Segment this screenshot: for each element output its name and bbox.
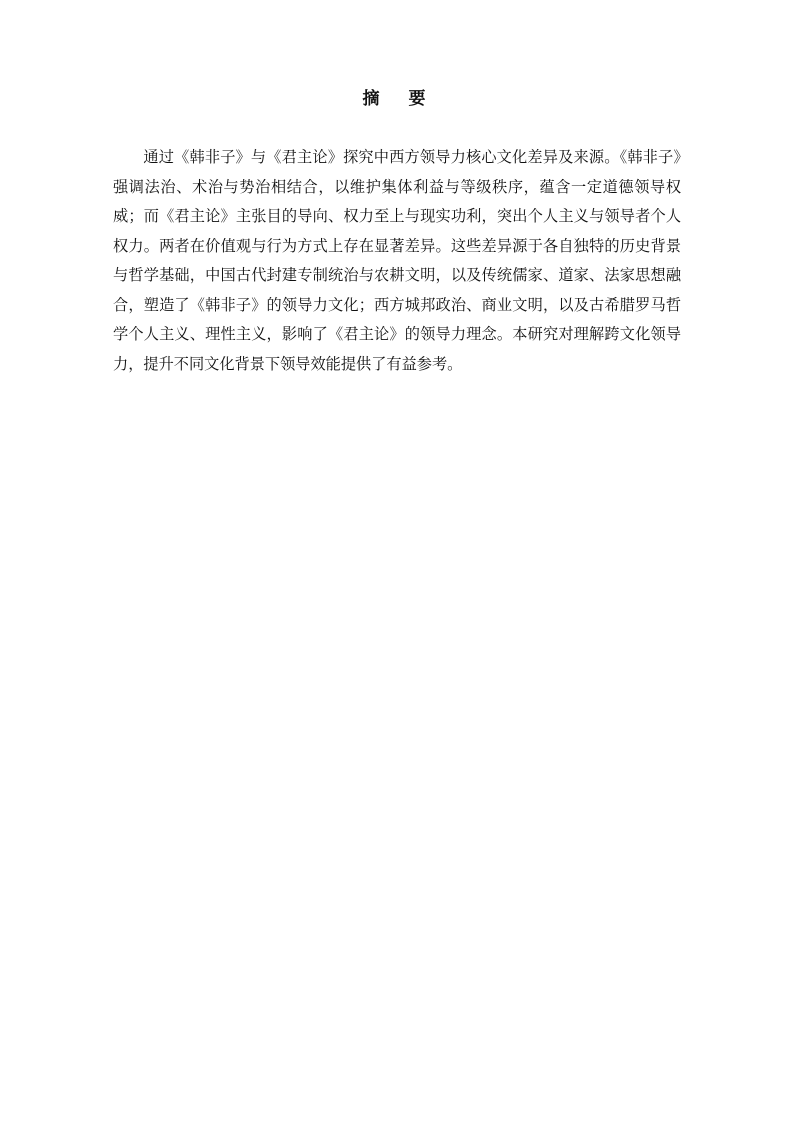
page-title: 摘 要: [362, 89, 432, 108]
abstract-paragraph: 通过《韩非子》与《君主论》探究中西方领导力核心文化差异及来源。《韩非子》强调法治、术治与势治相结合，以维护集体利益与等级秩序，蕴含一定道德领导权威；而《君主论》主张目的导向、权力至上与现实功利，突出个人主义与领导者个人权力。两者在价值观与行为方式上存在显著差异。这些差异源于各自独特的历史背景与哲学基础，中国古代封建专制统治与农耕文明，以及传统儒家、道家、法家思想融合，塑造了《韩非子》的领导力文化；西方城邦政治、商业文明，以及古希腊罗马哲学个人主义、理性主义，影响了《君主论》的领导力理念。本研究对理解跨文化领导力，提升不同文化背景下领导效能提供了有益参考。: [113, 149, 681, 373]
page-content: [113, 84, 681, 379]
